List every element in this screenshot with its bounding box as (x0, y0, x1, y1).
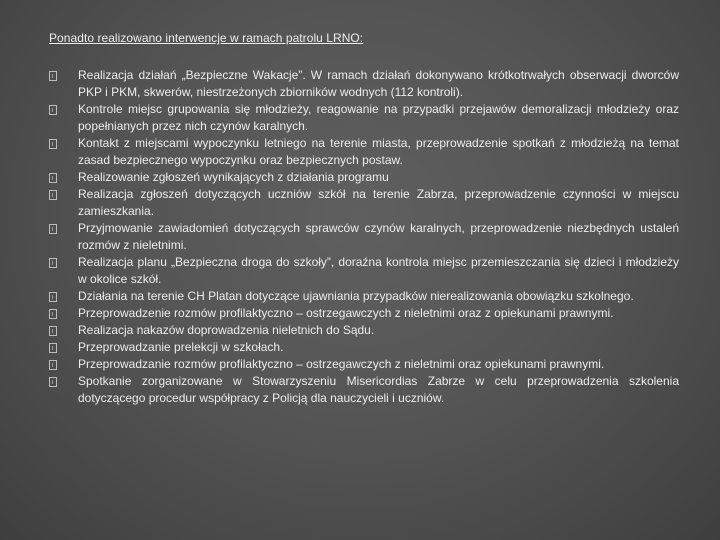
list-item (49, 254, 679, 288)
missing-glyph-icon (49, 360, 57, 370)
missing-glyph-icon (49, 343, 57, 353)
missing-glyph-icon (49, 292, 57, 302)
list-item (49, 220, 679, 254)
list-item (49, 67, 679, 101)
list-item-text: Przyjmowanie zawiadomień dotyczących sprawców czynów karalnych, przeprowadzenie niezbędnych ustaleń rozmów z nieletnimi. (78, 221, 679, 252)
list-item-text: Realizacja planu „Bezpieczna droga do szkoły”, doraźna kontrola miejsc przemieszczania się dzieci i młodzieży w okolice szkół. (78, 255, 679, 286)
missing-glyph-icon (49, 326, 57, 336)
missing-glyph-icon (49, 173, 57, 183)
list-item-text: Działania na terenie CH Platan dotyczące ujawniania przypadków nierealizowania obowiązku szkolnego. (78, 289, 634, 303)
missing-glyph-icon (49, 224, 57, 234)
list-item (49, 322, 679, 339)
list-item (49, 288, 679, 305)
list-item (49, 373, 679, 407)
list-item-text: Realizacja działań „Bezpieczne Wakacje”. W ramach działań dokonywano krótkotrwałych obserwacji dworców PKP i PKM, skwerów, niestrzeżonych zbiorników wodnych (112 kontroli). (78, 68, 679, 99)
list-item (49, 339, 679, 356)
list-item (49, 305, 679, 322)
list-item-text: Kontakt z miejscami wypoczynku letniego na terenie miasta, przeprowadzenie spotkań z młodzieżą na temat zasad bezpiecznego wypoczynku oraz bezpiecznych postaw. (78, 136, 679, 167)
list-item-text: Spotkanie zorganizowane w Stowarzyszeniu Misericordias Zabrze w celu przeprowadzenia szkolenia dotyczącego procedur współpracy z Policją dla nauczycieli i uczniów. (78, 374, 679, 405)
list-item-text: Realizacja nakazów doprowadzenia nieletnich do Sądu. (78, 323, 375, 337)
missing-glyph-icon (49, 309, 57, 319)
bullet-list (49, 67, 679, 407)
missing-glyph-icon (49, 258, 57, 268)
list-item (49, 101, 679, 135)
list-item-text: Przeprowadzanie rozmów profilaktyczno – ostrzegawczych z nieletnimi oraz opiekunami prawnymi. (78, 357, 605, 371)
list-item (49, 135, 679, 169)
list-item-text: Realizacja zgłoszeń dotyczących uczniów szkół na terenie Zabrza, przeprowadzenie czynności w miejscu zamieszkania. (78, 187, 679, 218)
missing-glyph-icon (49, 139, 57, 149)
missing-glyph-icon (49, 190, 57, 200)
missing-glyph-icon (49, 71, 57, 81)
list-item (49, 169, 679, 186)
list-item (49, 186, 679, 220)
list-item-text: Realizowanie zgłoszeń wynikających z działania programu (78, 170, 389, 184)
list-item (49, 356, 679, 373)
slide-heading: Ponadto realizowano interwencje w ramach patrolu LRNO: (49, 31, 364, 45)
missing-glyph-icon (49, 105, 57, 115)
list-item-text: Przeprowadzenie rozmów profilaktyczno – ostrzegawczych z nieletnimi oraz z opiekunami prawnymi. (78, 306, 614, 320)
list-item-text: Kontrole miejsc grupowania się młodzieży, reagowanie na przypadki przejawów demoralizacji młodzieży oraz popełnianych przez nich czynów karalnych. (78, 102, 679, 133)
missing-glyph-icon (49, 377, 57, 387)
list-item-text: Przeprowadzanie prelekcji w szkołach. (78, 340, 284, 354)
